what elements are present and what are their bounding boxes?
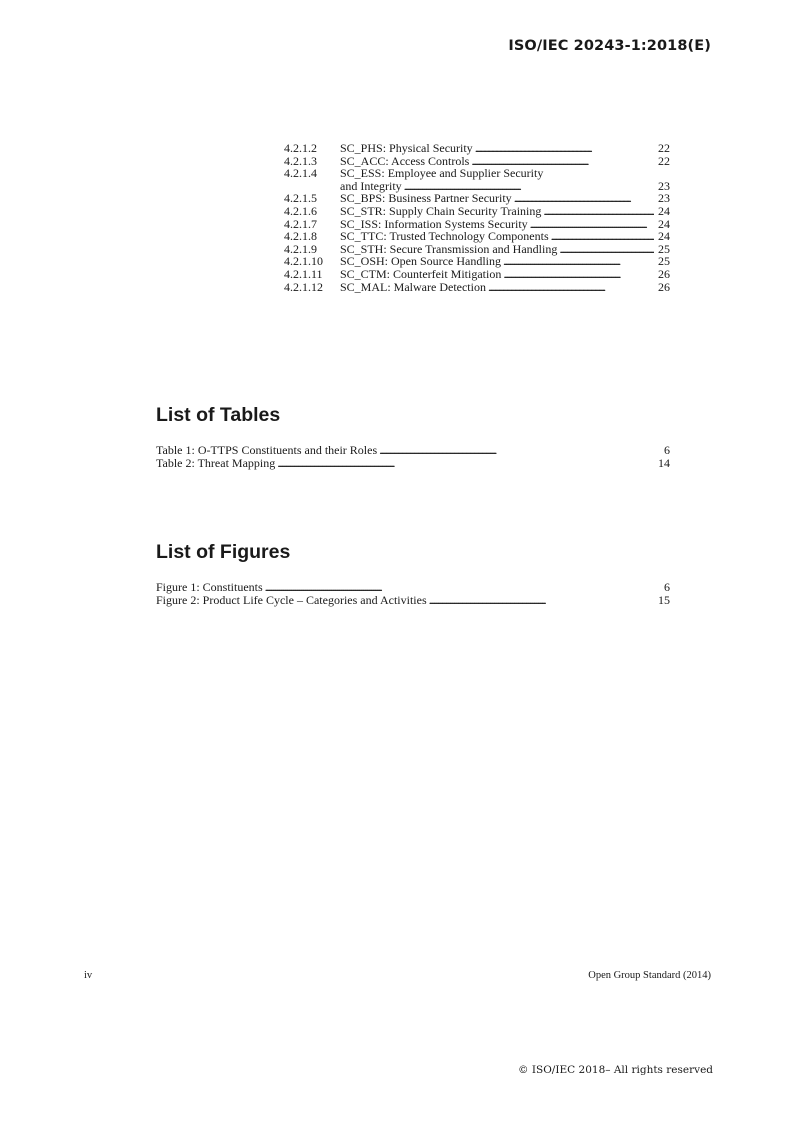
table-list-title: Table 1: O-TTPS Constituents and their Roles xyxy=(156,443,378,457)
figure-list-item[interactable] xyxy=(156,581,670,594)
toc-entry-number: 4.2.1.10 xyxy=(284,254,323,269)
toc-entry[interactable] xyxy=(284,167,670,180)
list-of-figures xyxy=(156,581,670,606)
toc-entry-title: SC_ESS: Employee and Supplier Security xyxy=(340,166,544,181)
toc-entry-number: 4.2.1.4 xyxy=(284,166,317,181)
toc-entry-page: 26 xyxy=(658,279,670,294)
toc-entry-number: 4.2.1.5 xyxy=(284,191,317,206)
toc-entry-page: 24 xyxy=(658,216,670,231)
table-list-item[interactable] xyxy=(156,457,670,470)
toc-entry-page: 26 xyxy=(658,266,670,281)
toc-entry-title: SC_ISS: Information Systems Security xyxy=(340,216,528,231)
toc-entry-page: 22 xyxy=(658,153,670,168)
toc-entry-number: 4.2.1.9 xyxy=(284,241,317,256)
toc-leader xyxy=(475,142,654,155)
list-of-tables-heading: List of Tables xyxy=(156,404,281,426)
table-list-title: Table 2: Threat Mapping xyxy=(156,455,276,470)
table-list-page: 14 xyxy=(658,455,670,470)
toc-entry-page: 25 xyxy=(658,241,670,256)
toc-entry-number: 4.2.1.12 xyxy=(284,279,323,294)
toc-entry-number: 4.2.1.3 xyxy=(284,153,317,168)
toc-entry-title: SC_TTC: Trusted Technology Components xyxy=(340,229,549,244)
toc-leader xyxy=(503,255,654,268)
figure-list-page: 15 xyxy=(658,592,670,607)
toc-entry-number: 4.2.1.6 xyxy=(284,203,317,218)
toc-entry[interactable] xyxy=(284,205,670,218)
toc-leader xyxy=(559,243,654,256)
toc-entry-page: 23 xyxy=(658,191,670,206)
toc-entry-title: SC_STH: Secure Transmission and Handling xyxy=(340,241,558,256)
toc-entry-title: SC_ACC: Access Controls xyxy=(340,153,470,168)
toc-entry-title: SC_STR: Supply Chain Security Training xyxy=(340,203,542,218)
toc-list xyxy=(284,142,670,293)
toc-leader xyxy=(551,230,654,243)
toc-entry-number: 4.2.1.2 xyxy=(284,141,317,155)
figure-list-page: 6 xyxy=(664,580,670,594)
footer-source: Open Group Standard (2014) xyxy=(588,970,711,981)
figure-list-item[interactable] xyxy=(156,594,670,607)
toc-entry-title: SC_CTM: Counterfeit Mitigation xyxy=(340,266,502,281)
toc-entry-title: SC_MAL: Malware Detection xyxy=(340,279,486,294)
toc-entry[interactable] xyxy=(284,281,670,294)
toc-entry-title: SC_OSH: Open Source Handling xyxy=(340,254,501,269)
toc-entry-page: 23 xyxy=(658,178,670,193)
copyright-notice: © ISO/IEC 2018– All rights reserved xyxy=(518,1064,713,1076)
table-list-page: 6 xyxy=(664,443,670,457)
table-list-item[interactable] xyxy=(156,444,670,457)
page-number: iv xyxy=(84,970,93,981)
toc-leader xyxy=(543,205,654,218)
toc-leader xyxy=(503,268,654,281)
toc-entry-page: 22 xyxy=(658,141,670,155)
toc-entry-page: 24 xyxy=(658,229,670,244)
toc-entry-number: 4.2.1.7 xyxy=(284,216,317,231)
toc-entry-number: 4.2.1.8 xyxy=(284,229,317,244)
toc-entry[interactable] xyxy=(284,142,670,155)
toc-leader xyxy=(265,581,654,594)
document-id-header: ISO/IEC 20243-1:2018(E) xyxy=(508,38,711,54)
toc-entry-number: 4.2.1.11 xyxy=(284,266,323,281)
list-of-tables xyxy=(156,444,670,469)
figure-list-title: Figure 1: Constituents xyxy=(156,580,263,594)
toc-entry-title: SC_PHS: Physical Security xyxy=(340,141,473,155)
toc-entry[interactable] xyxy=(284,230,670,243)
toc-entry-page: 25 xyxy=(658,254,670,269)
toc-entry[interactable] xyxy=(284,268,670,281)
toc-entry-title-cont: and Integrity xyxy=(340,178,402,193)
toc-entry-title: SC_BPS: Business Partner Security xyxy=(340,191,512,206)
toc-leader xyxy=(277,457,654,470)
toc-leader xyxy=(488,281,654,294)
toc-leader xyxy=(429,594,654,607)
toc-leader xyxy=(379,444,654,457)
list-of-figures-heading: List of Figures xyxy=(156,541,291,563)
figure-list-title: Figure 2: Product Life Cycle – Categories and Activities xyxy=(156,592,427,607)
toc-entry-page: 24 xyxy=(658,203,670,218)
